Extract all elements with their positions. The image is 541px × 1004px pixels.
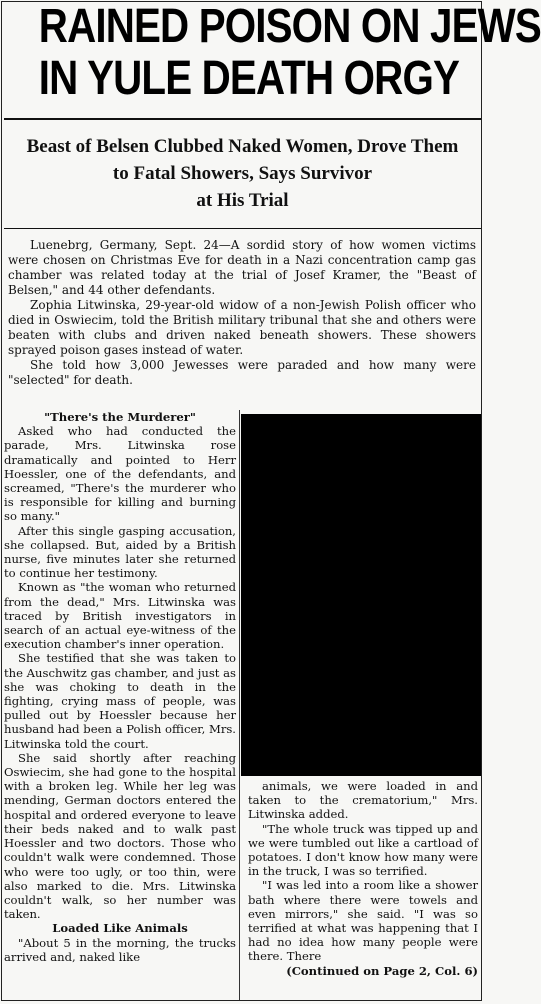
body-paragraph: Asked who had conducted the parade, Mrs. Litwinska rose dramatically and pointed to Herr Hoessler, one of the defendants, and screamed, "There's the murderer who is responsible for killing and burning so many."	[4, 424, 236, 524]
headline	[0, 0, 541, 105]
deck-rule	[4, 228, 481, 229]
headline-line-1: RAINED POISON ON JEWS	[38, 0, 541, 53]
body-paragraph: She testified that she was taken to the Auschwitz gas chamber, and just as she was choking to death in the fighting, crying mass of people, was pulled out by Hoessler because her husband had been a Polish officer, Mrs. Litwinska told the court.	[4, 651, 236, 751]
lead-paragraph: She told how 3,000 Jewesses were paraded and how many were "selected" for death.	[8, 358, 476, 387]
lead-paragraphs	[8, 238, 476, 388]
headline-rule	[4, 118, 481, 120]
body-paragraph: After this single gasping accusation, she collapsed. But, aided by a British nurse, five minutes later she returned to continue her testimony.	[4, 523, 236, 581]
body-paragraph: Known as "the woman who returned from the dead," Mrs. Litwinska was traced by British investigators in search of an actual eye-witness of the execution chamber's inner operation.	[4, 580, 236, 652]
column-divider	[239, 410, 240, 1000]
deck-line-1: Beast of Belsen Clubbed Naked Women, Drove Them	[26, 136, 459, 157]
body-paragraph: She said shortly after reaching Oswiecim, she had gone to the hospital with a broken leg. While her leg was mending, German doctors entered the hospital and ordered everyone to leave their beds naked and to walk past Hoessler and two doctors. Those who couldn't walk were condemned. Those who were too ugly, or too thin, were also marked to die. Mrs. Litwinska couldn't walk, so her number was taken.	[4, 750, 236, 922]
lead-paragraph: Luenebrg, Germany, Sept. 24—A sordid story of how women victims were chosen on Christmas Eve for death in a Nazi concentration camp gas chamber was related today at the trial of Josef Kramer, the "Beast of Belsen," and 44 other defendants.	[8, 238, 476, 297]
redacted-block	[241, 414, 481, 776]
body-paragraph: "About 5 in the morning, the trucks arrived and, naked like	[4, 935, 236, 964]
deck	[0, 133, 485, 214]
lead-paragraph: Zophia Litwinska, 29-year-old widow of a non-Jewish Polish officer who died in Oswiecim, told the British military tribunal that she and others were beaten with clubs and driven naked beneath showers. These showers sprayed poison gases instead of water.	[8, 298, 476, 357]
subhead-animals: Loaded Like Animals	[52, 921, 188, 936]
deck-line-3: at His Trial	[196, 190, 289, 211]
deck-line-2: to Fatal Showers, Says Survivor	[112, 163, 373, 184]
column-1	[4, 410, 236, 964]
body-paragraph: animals, we were loaded in and taken to the crematorium," Mrs. Litwinska added.	[248, 779, 478, 822]
body-paragraph: "I was led into a room like a shower bath where there were towels and even mirrors," she said. "I was so terrified at what was happening that I had no idea how many people were there. There	[248, 878, 478, 964]
subhead-murderer: "There's the Murderer"	[44, 410, 196, 424]
headline-line-2: IN YULE DEATH ORGY	[38, 52, 460, 105]
continued-line: (Continued on Page 2, Col. 6)	[286, 963, 478, 978]
column-2	[248, 779, 478, 978]
body-paragraph: "The whole truck was tipped up and we were tumbled out like a cartload of potatoes. I don't know how many were in the truck, I was so terrified.	[248, 821, 478, 879]
